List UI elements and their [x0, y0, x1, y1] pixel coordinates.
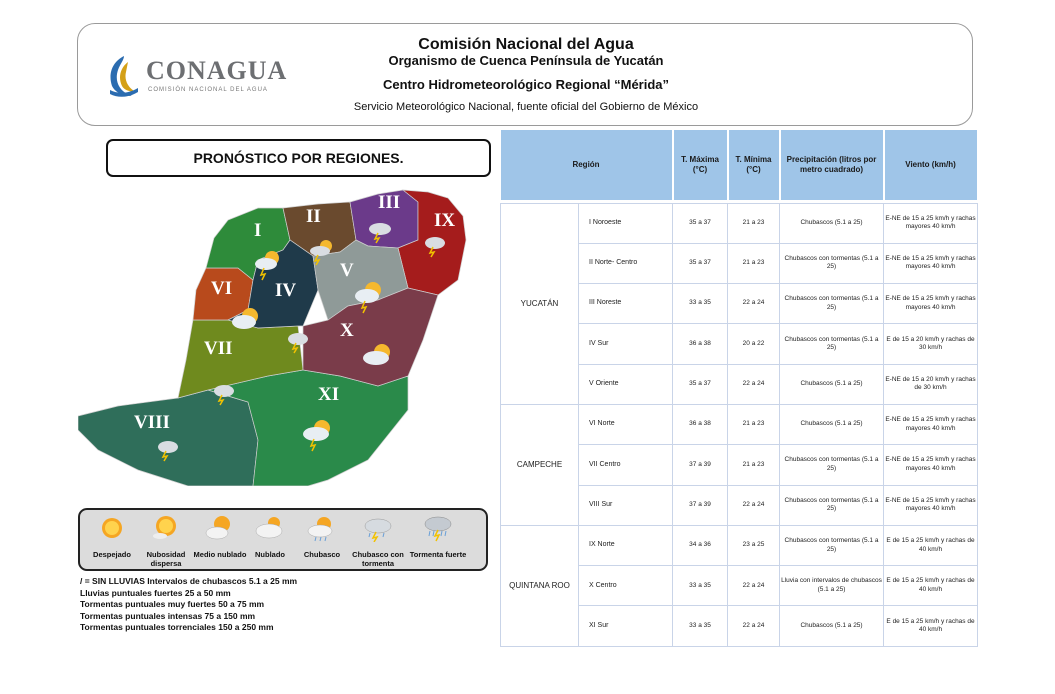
- region-cell: V Oriente: [579, 364, 673, 404]
- precip-cell: Chubascos con tormentas (5.1 a 25): [780, 243, 884, 283]
- region-cell: I Noroeste: [579, 203, 673, 243]
- wind-cell: E de 15 a 25 km/h y rachas de 40 km/h: [884, 606, 978, 646]
- legend-item: [136, 514, 196, 568]
- tmin-cell: 21 a 23: [728, 243, 780, 283]
- precip-cell: Chubascos con tormentas (5.1 a 25): [780, 445, 884, 485]
- header-subtitle: Organismo de Cuenca Península de Yucatán: [388, 53, 664, 68]
- wind-cell: E-NE de 15 a 25 km/h y rachas mayores 40 km/h: [884, 445, 978, 485]
- wind-cell: E-NE de 15 a 25 km/h y rachas mayores 40 km/h: [884, 203, 978, 243]
- wind-cell: E de 15 a 25 km/h y rachas de 40 km/h: [884, 566, 978, 606]
- regions-map: [78, 180, 473, 486]
- logo-wordmark: CONAGUA: [146, 56, 288, 85]
- header-wind: Viento (km/h): [884, 130, 978, 200]
- tmax-cell: 35 a 37: [673, 243, 728, 283]
- note-line: Tormentas puntuales intensas 75 a 150 mm: [80, 610, 256, 621]
- note-line: Tormentas puntuales torrenciales 150 a 250 mm: [80, 622, 274, 632]
- legend-item: [348, 514, 408, 568]
- tmin-cell: 23 a 25: [728, 525, 780, 565]
- header-title: Comisión Nacional del Agua: [418, 36, 634, 53]
- map-label-iii: III: [378, 192, 401, 213]
- tmax-cell: 36 a 38: [673, 404, 728, 444]
- region-cell: VIII Sur: [579, 485, 673, 525]
- header-tmin: T. Mínima (°C): [728, 130, 780, 200]
- map-label-xi: XI: [318, 384, 340, 405]
- state-yucatan: YUCATÁN: [501, 203, 579, 404]
- map-label-i: I: [254, 220, 262, 241]
- tmin-cell: 22 a 24: [728, 485, 780, 525]
- header-service: Servicio Meteorológico Nacional, fuente oficial del Gobierno de México: [353, 101, 699, 113]
- tmin-cell: 22 a 24: [728, 284, 780, 324]
- precip-cell: Chubascos (5.1 a 25): [780, 364, 884, 404]
- map-label-ii: II: [306, 206, 321, 227]
- note-line: / = SIN LLUVIAS Intervalos de chubascos 5.1 a 25 mm: [80, 576, 298, 586]
- region-cell: IV Sur: [579, 324, 673, 364]
- tmin-cell: 20 a 22: [728, 324, 780, 364]
- legend-label: Nubosidad dispersa: [146, 550, 186, 568]
- wind-cell: E-NE de 15 a 25 km/h y rachas mayores 40 km/h: [884, 485, 978, 525]
- precip-cell: Chubascos (5.1 a 25): [780, 203, 884, 243]
- tmin-cell: 21 a 23: [728, 445, 780, 485]
- legend-item: [240, 514, 300, 559]
- tmax-cell: 34 a 36: [673, 525, 728, 565]
- map-label-x: X: [340, 320, 354, 341]
- wind-cell: E de 15 a 25 km/h y rachas de 40 km/h: [884, 525, 978, 565]
- sun-icon: [94, 514, 130, 542]
- legend-label: Chubasco con tormenta: [352, 550, 404, 568]
- map-label-vii: VII: [204, 338, 233, 359]
- header-center-name: Centro Hidrometeorológico Regional “Mérida”: [382, 77, 670, 92]
- legend-label: Nublado: [255, 550, 285, 559]
- region-cell: III Noreste: [579, 284, 673, 324]
- header-box: [77, 23, 973, 126]
- forecast-table: [500, 130, 977, 644]
- tmin-cell: 22 a 24: [728, 364, 780, 404]
- header-precip: Precipitación (litros por metro cuadrado): [780, 130, 884, 200]
- map-region-viii: [78, 390, 258, 486]
- table-row: [501, 203, 978, 243]
- state-quintana-roo: QUINTANA ROO: [501, 525, 579, 646]
- precip-cell: Chubascos (5.1 a 25): [780, 404, 884, 444]
- sun-small-cloud-icon: [148, 514, 184, 542]
- header-tmax: T. Máxima (°C): [673, 130, 728, 200]
- legend-label: Medio nublado: [193, 550, 247, 559]
- tmin-cell: 22 a 24: [728, 606, 780, 646]
- region-cell: II Norte- Centro: [579, 243, 673, 283]
- precip-cell: Chubascos con tormentas (5.1 a 25): [780, 525, 884, 565]
- region-cell: XI Sur: [579, 606, 673, 646]
- table-row: [501, 525, 978, 565]
- tmax-cell: 37 a 39: [673, 445, 728, 485]
- weather-legend: [78, 508, 488, 571]
- wind-cell: E-NE de 15 a 20 km/h y rachas de 30 km/h: [884, 364, 978, 404]
- precip-cell: Chubascos con tormentas (5.1 a 25): [780, 284, 884, 324]
- legend-label: Tormenta fuerte: [409, 550, 467, 559]
- precip-cell: Chubascos con tormentas (5.1 a 25): [780, 485, 884, 525]
- tmin-cell: 21 a 23: [728, 203, 780, 243]
- note-line: Lluvias puntuales fuertes 25 a 50 mm: [80, 587, 231, 598]
- precip-cell: Chubascos (5.1 a 25): [780, 606, 884, 646]
- tmin-cell: 22 a 24: [728, 566, 780, 606]
- map-label-v: V: [340, 260, 354, 281]
- table-row: [501, 404, 978, 444]
- rainfall-notes: [80, 576, 297, 634]
- wind-cell: E-NE de 15 a 25 km/h y rachas mayores 40 km/h: [884, 404, 978, 444]
- note-line: Tormentas puntuales muy fuertes 50 a 75 mm: [80, 599, 265, 609]
- tmax-cell: 36 a 38: [673, 324, 728, 364]
- region-cell: VII Centro: [579, 445, 673, 485]
- forecast-title: PRONÓSTICO POR REGIONES.: [106, 139, 491, 177]
- map-label-iv: IV: [275, 280, 297, 301]
- precip-cell: Lluvia con intervalos de chubascos (5.1 a 25): [780, 566, 884, 606]
- legend-item: [408, 514, 468, 559]
- legend-label: Chubasco: [303, 550, 341, 559]
- map-label-ix: IX: [434, 210, 456, 231]
- tmax-cell: 35 a 37: [673, 364, 728, 404]
- state-campeche: CAMPECHE: [501, 404, 579, 525]
- tmax-cell: 33 a 35: [673, 284, 728, 324]
- map-label-viii: VIII: [134, 412, 170, 433]
- wind-cell: E-NE de 15 a 25 km/h y rachas mayores 40 km/h: [884, 284, 978, 324]
- wind-cell: E de 15 a 20 km/h y rachas de 30 km/h: [884, 324, 978, 364]
- tmax-cell: 37 a 39: [673, 485, 728, 525]
- region-cell: VI Norte: [579, 404, 673, 444]
- header-region: Región: [501, 130, 673, 200]
- legend-item: [82, 514, 142, 559]
- legend-item: [292, 514, 352, 559]
- tmax-cell: 35 a 37: [673, 203, 728, 243]
- sun-cloud-icon: [202, 514, 238, 542]
- region-cell: IX Norte: [579, 525, 673, 565]
- heavy-storm-icon: [420, 514, 456, 542]
- map-label-vi: VI: [211, 278, 233, 299]
- region-cell: X Centro: [579, 566, 673, 606]
- tmax-cell: 33 a 35: [673, 566, 728, 606]
- wind-cell: E-NE de 15 a 25 km/h y rachas mayores 40 km/h: [884, 243, 978, 283]
- legend-label: Despejado: [93, 550, 131, 559]
- storm-cloud-icon: [360, 514, 396, 542]
- cloud-icon: [252, 514, 288, 542]
- rain-cloud-icon: [304, 514, 340, 542]
- precip-cell: Chubascos con tormentas (5.1 a 25): [780, 324, 884, 364]
- tmax-cell: 33 a 35: [673, 606, 728, 646]
- tmin-cell: 21 a 23: [728, 404, 780, 444]
- logo-subtitle: COMISIÓN NACIONAL DEL AGUA: [148, 87, 268, 93]
